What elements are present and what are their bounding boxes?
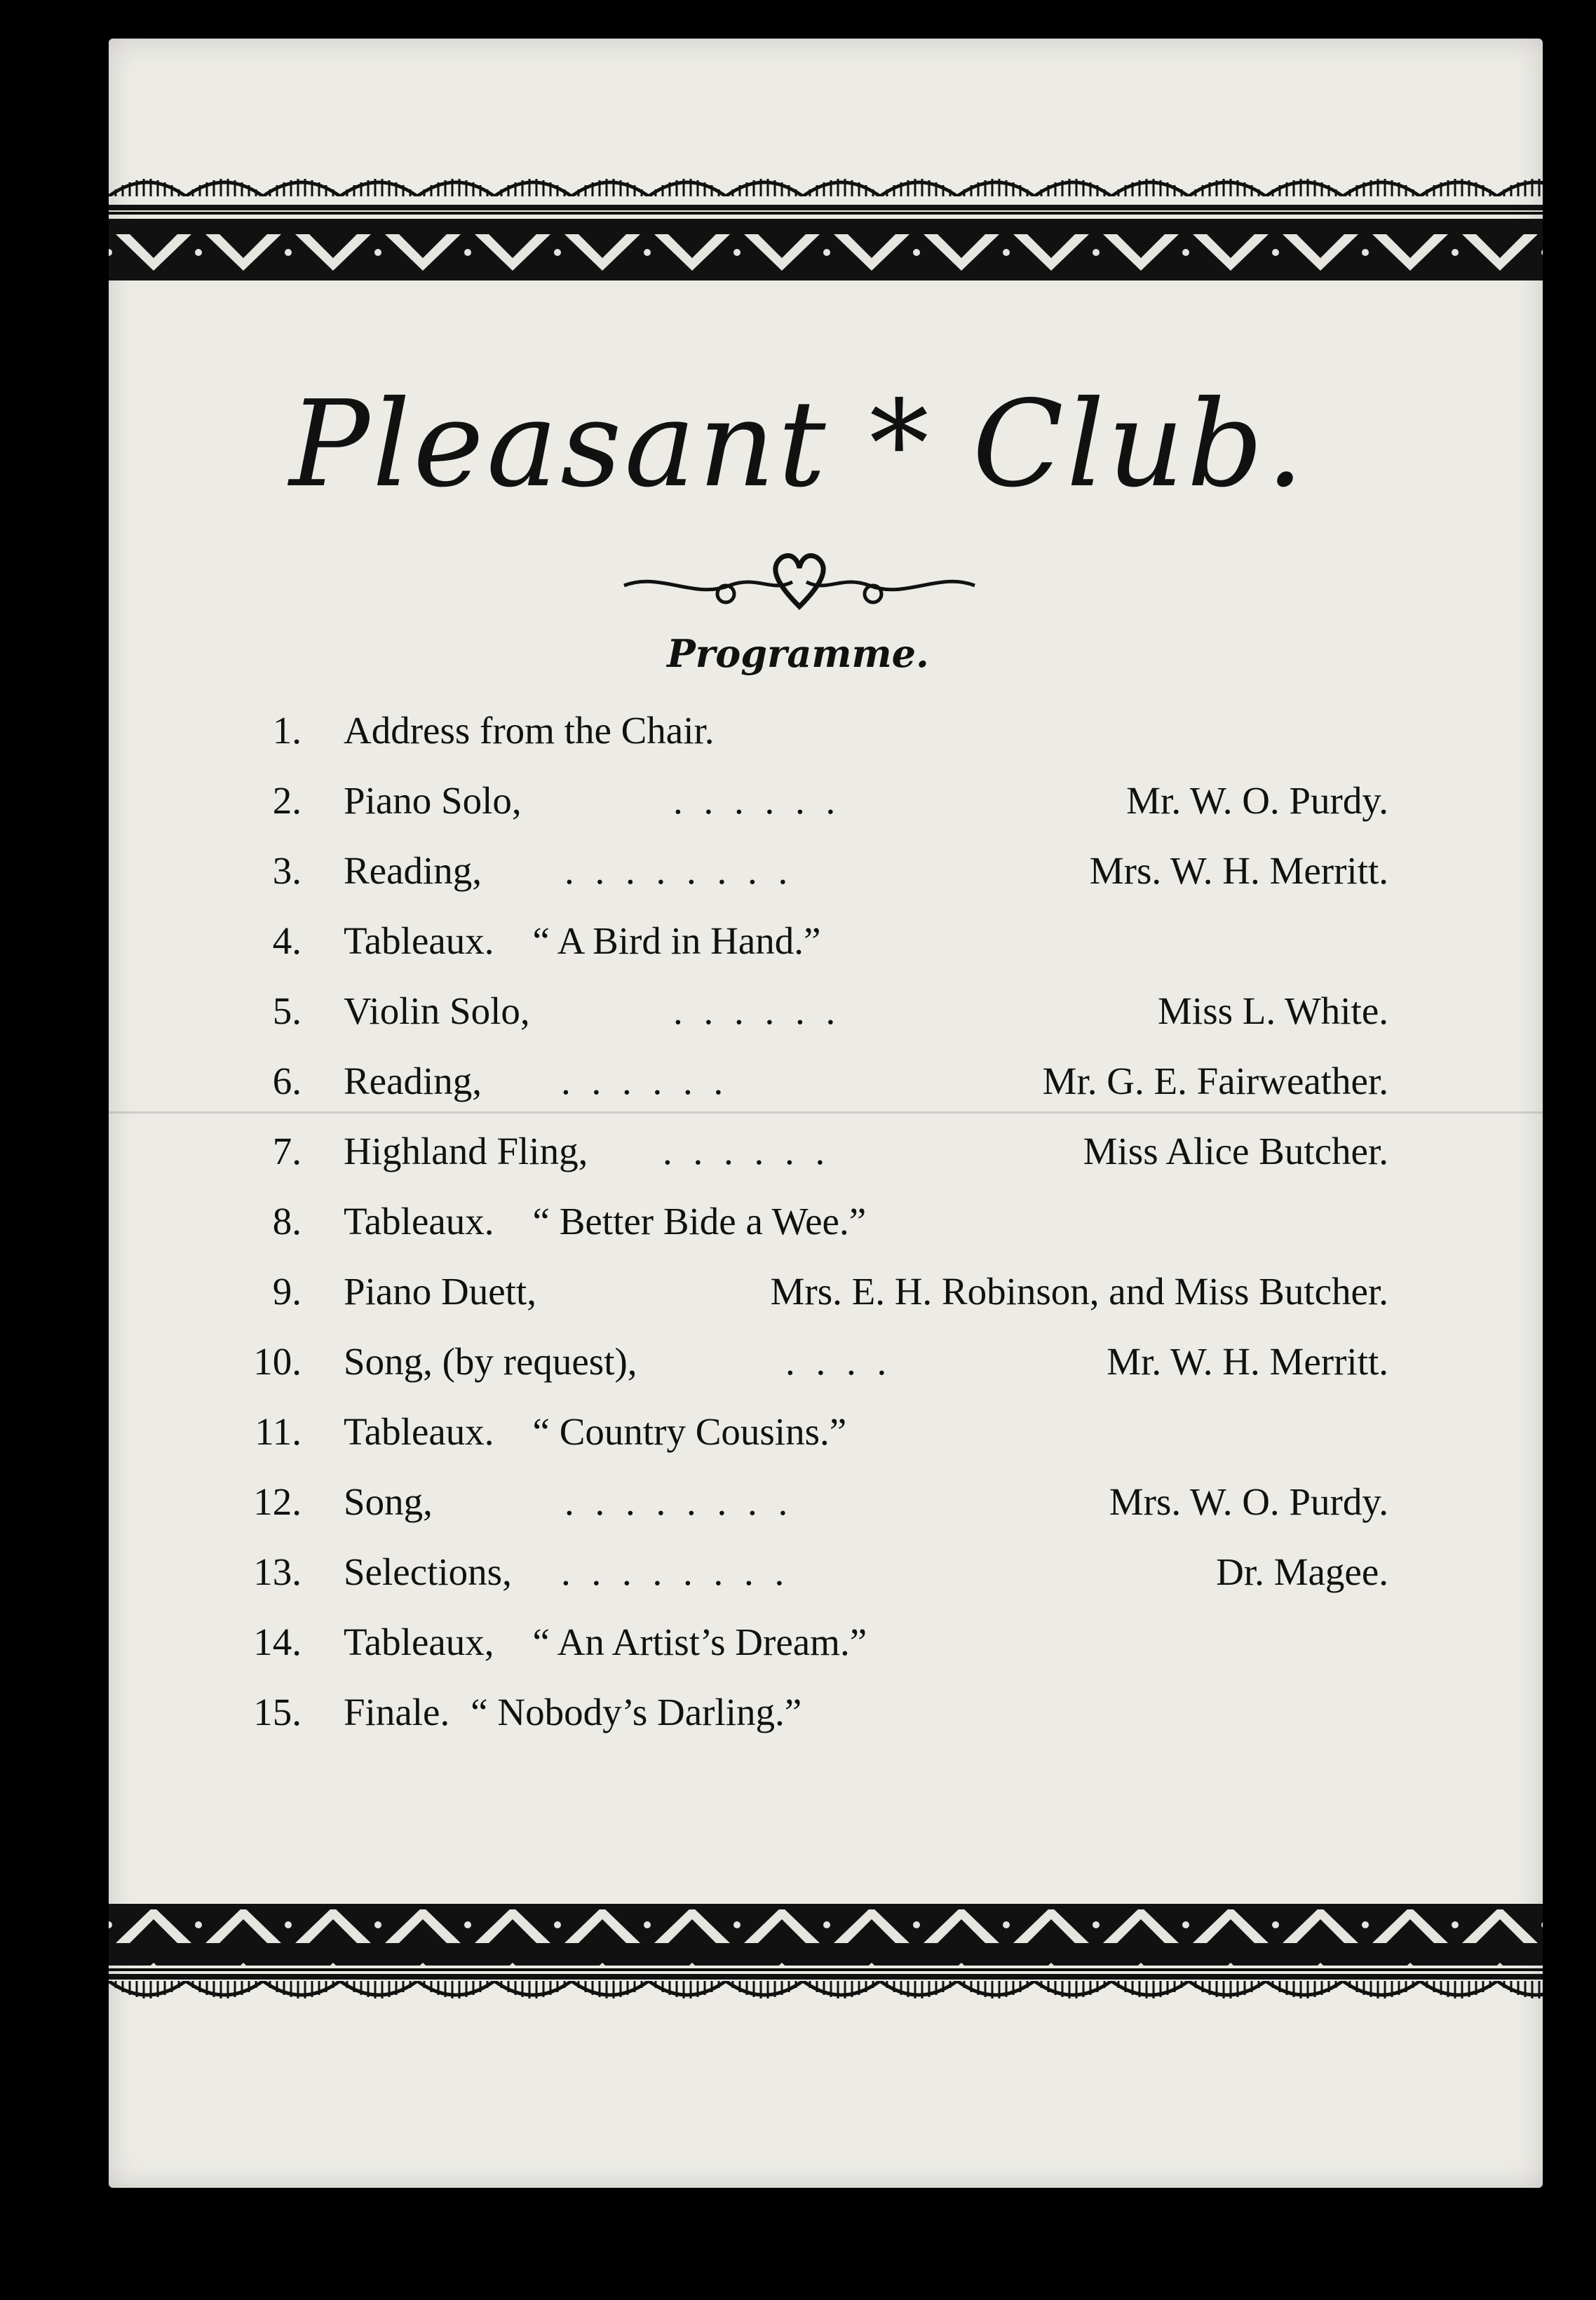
item-title: Reading, xyxy=(344,849,482,892)
leader-dots: . . . . . . xyxy=(673,779,841,822)
programme-list xyxy=(231,694,1388,1746)
leader-dots: . . . . . . xyxy=(561,1060,729,1102)
item-number: 7. xyxy=(272,1130,302,1172)
programme-row xyxy=(231,1606,1388,1676)
item-title: Tableaux. “ Better Bide a Wee.” xyxy=(344,1200,867,1243)
item-title: Finale. “ Nobody’s Darling.” xyxy=(344,1691,802,1733)
performer-name: Mr. W. H. Merritt. xyxy=(1107,1340,1388,1383)
item-title: Song, (by request), xyxy=(344,1340,637,1383)
item-number: 3. xyxy=(272,849,302,892)
item-title: Violin Solo, xyxy=(344,989,530,1032)
programme-row xyxy=(231,1115,1388,1185)
leader-dots: . . . . . . xyxy=(663,1130,831,1172)
performer-name: Mrs. W. O. Purdy. xyxy=(1109,1480,1388,1523)
item-title: Highland Fling, xyxy=(344,1130,588,1172)
performer-name: Miss Alice Butcher. xyxy=(1083,1130,1388,1172)
item-title: Selections, xyxy=(344,1550,512,1593)
programme-row xyxy=(231,1325,1388,1395)
programme-row xyxy=(231,834,1388,905)
item-title: Song, xyxy=(344,1480,433,1523)
programme-row xyxy=(231,1255,1388,1325)
item-title: Tableaux. “ A Bird in Hand.” xyxy=(344,919,821,962)
item-title: Address from the Chair. xyxy=(344,709,715,752)
leader-dots: . . . . . . . . xyxy=(564,1480,794,1523)
top-border-ornament xyxy=(109,168,1543,288)
leader-dots: . . . . . . xyxy=(673,989,841,1032)
programme-row xyxy=(231,1536,1388,1606)
item-number: 14. xyxy=(253,1621,302,1663)
item-number: 6. xyxy=(272,1060,302,1102)
item-number: 1. xyxy=(272,709,302,752)
leader-dots: . . . . . . . . xyxy=(561,1550,790,1593)
flourish-ornament xyxy=(617,543,982,614)
performer-name: Mrs. W. H. Merritt. xyxy=(1089,849,1388,892)
item-number: 4. xyxy=(272,919,302,962)
item-title: Tableaux. “ Country Cousins.” xyxy=(344,1410,847,1453)
item-title: Reading, xyxy=(344,1060,482,1102)
club-title: Pleasant * Club. xyxy=(289,375,1307,514)
item-number: 12. xyxy=(253,1480,302,1523)
programme-row xyxy=(231,905,1388,975)
item-number: 11. xyxy=(255,1410,302,1453)
performer-name: Dr. Magee. xyxy=(1216,1550,1388,1593)
programme-row xyxy=(231,1466,1388,1536)
item-number: 10. xyxy=(253,1340,302,1383)
programme-row xyxy=(231,1185,1388,1255)
item-title: Tableaux, “ An Artist’s Dream.” xyxy=(344,1621,867,1663)
item-number: 8. xyxy=(272,1200,302,1243)
item-number: 5. xyxy=(272,989,302,1032)
programme-row xyxy=(231,975,1388,1045)
item-number: 13. xyxy=(253,1550,302,1593)
item-title: Piano Duett, xyxy=(344,1270,536,1313)
programme-row xyxy=(231,1045,1388,1115)
programme-row xyxy=(231,1395,1388,1466)
performer-name: Miss L. White. xyxy=(1158,989,1388,1032)
programme-row xyxy=(231,764,1388,834)
leader-dots: . . . . . . . . xyxy=(564,849,794,892)
item-number: 9. xyxy=(272,1270,302,1313)
item-number: 15. xyxy=(253,1691,302,1733)
programme-row xyxy=(231,1676,1388,1746)
item-title: Piano Solo, xyxy=(344,779,522,822)
leader-dots: . . . . xyxy=(785,1340,893,1383)
performer-name: Mr. W. O. Purdy. xyxy=(1126,779,1388,822)
programme-row xyxy=(231,694,1388,764)
bottom-border-ornament xyxy=(109,1897,1543,2016)
programme-heading: Programme. xyxy=(667,631,929,676)
performer-name: Mr. G. E. Fairweather. xyxy=(1042,1060,1388,1102)
performer-name: Mrs. E. H. Robinson, and Miss Butcher. xyxy=(770,1270,1388,1313)
item-number: 2. xyxy=(272,779,302,822)
